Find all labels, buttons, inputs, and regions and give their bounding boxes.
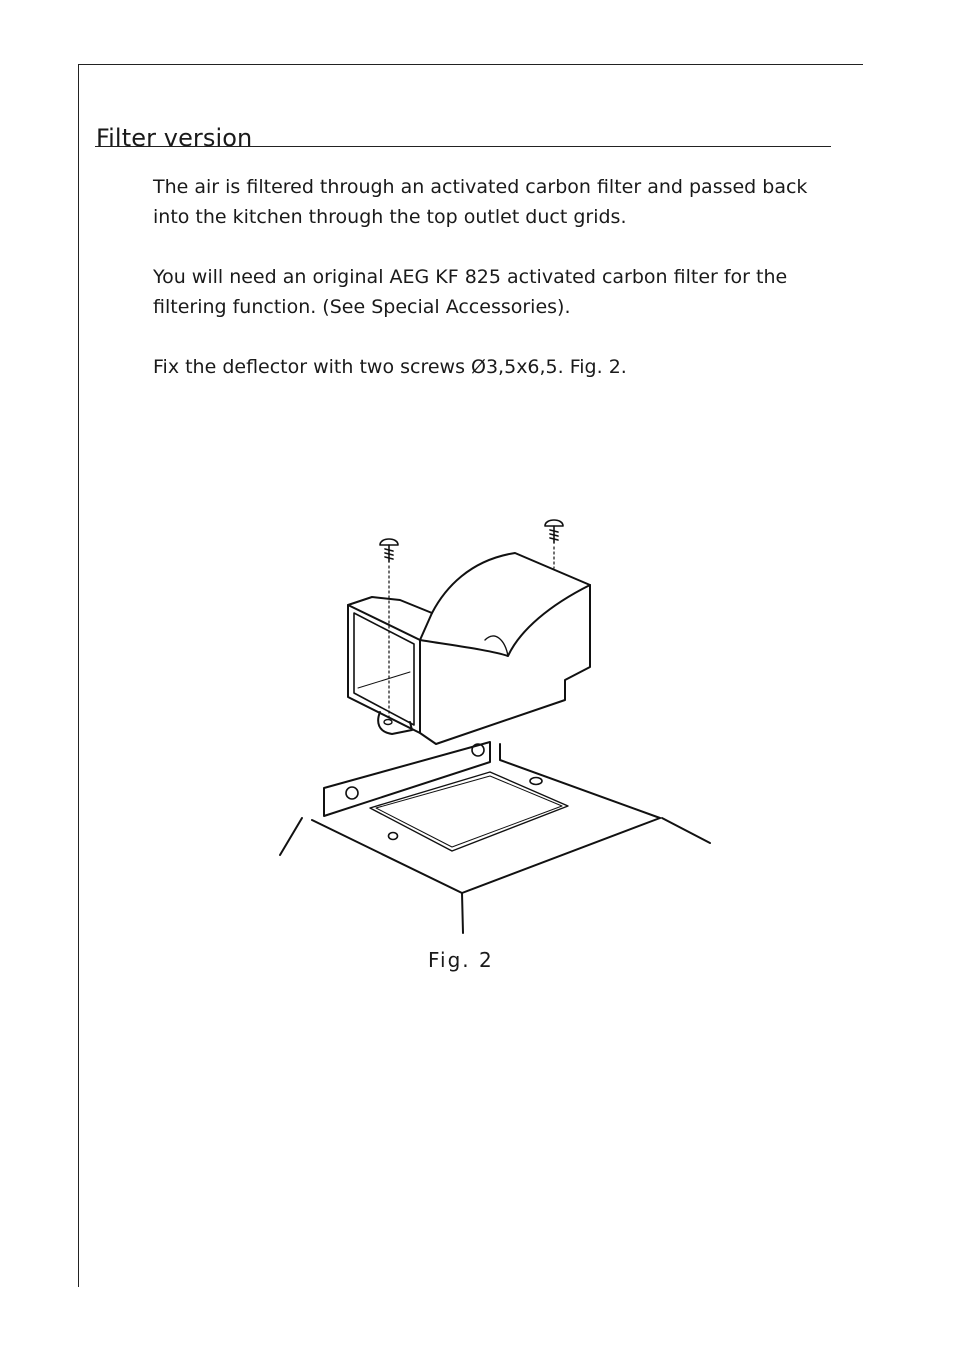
page-frame-left-rule xyxy=(78,64,79,1287)
paragraph-fix-deflector: Fix the deflector with two screws Ø3,5x6,5. Fig. 2. xyxy=(153,356,627,378)
deflector-illustration xyxy=(270,505,730,935)
hood-base-plate xyxy=(280,742,710,933)
paragraph-filtering: The air is filtered through an activated carbon filter and passed back into the kitchen through the top outlet duct grids. xyxy=(153,176,808,228)
paragraph-carbon-filter: You will need an original AEG KF 825 activated carbon filter for the filtering function. (See Special Accessories). xyxy=(153,266,788,318)
screw-right xyxy=(545,520,563,568)
section-title: Filter version xyxy=(96,124,253,153)
title-underline xyxy=(95,146,831,147)
deflector xyxy=(348,553,590,744)
page-frame-top-rule xyxy=(78,64,863,65)
figure-caption: Fig. 2 xyxy=(428,948,494,972)
